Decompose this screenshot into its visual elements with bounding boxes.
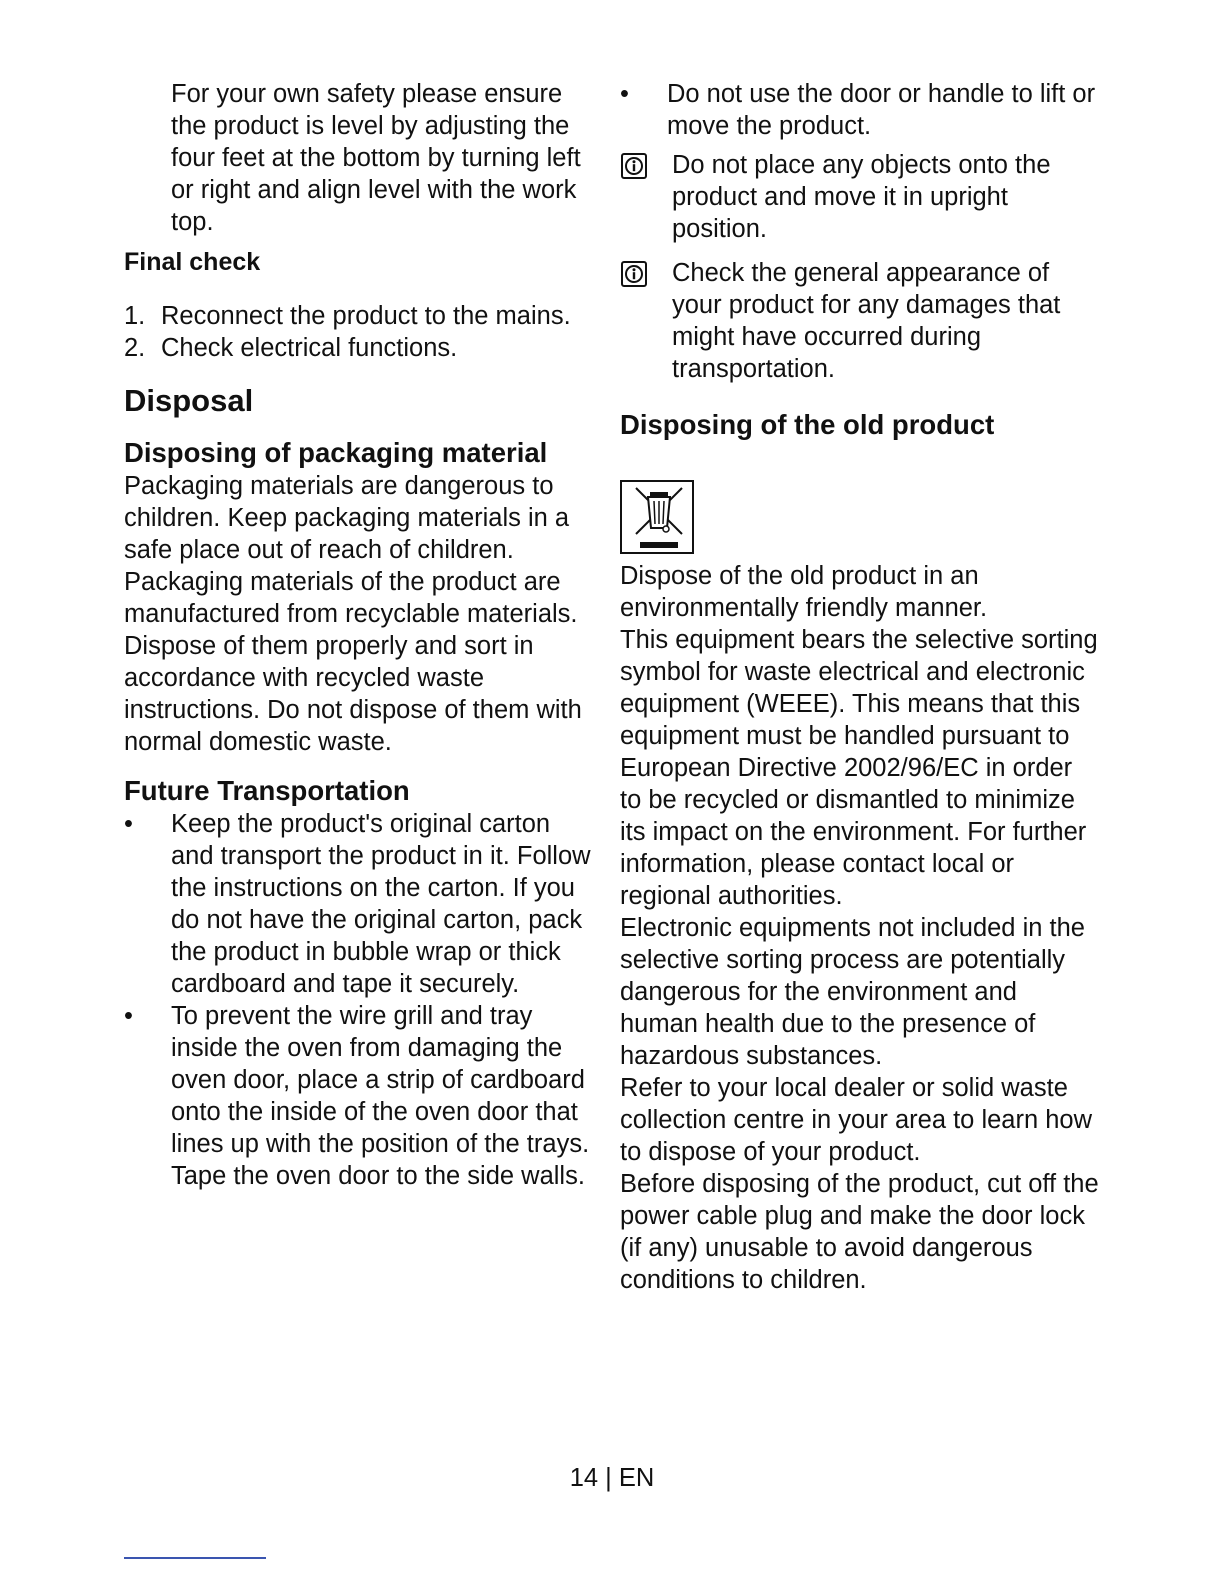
final-check-step bbox=[124, 300, 594, 332]
step-number: 2. bbox=[124, 334, 146, 362]
info-icon bbox=[621, 261, 647, 287]
bullet-icon: • bbox=[124, 810, 133, 838]
transport-bullet-list bbox=[124, 808, 594, 1192]
old-product-paragraph: This equipment bears the selective sorting symbol for waste electrical and electronic equipment (WEEE). This means that this equipment must be handled pursuant to European Directive 2002/96/EC in order to be recycled or dismantled to minimize its impact on the environment. For further information, please contact local or regional authorities. bbox=[620, 626, 1098, 910]
old-product-paragraph: Dispose of the old product in an environmentally friendly manner. bbox=[620, 562, 988, 622]
right-column bbox=[620, 78, 1100, 1296]
info-note-text: Do not place any objects onto the product and move it in upright position. bbox=[672, 151, 1051, 243]
packaging-paragraph: Packaging materials are dangerous to children. Keep packaging materials in a safe place out of reach of children. Packaging materials of the product are manufactured from recyclable materials. Dispose of them properly and sort in accordance with recycled waste instructions. Do not dispose of them with normal domestic waste. bbox=[124, 472, 582, 756]
handling-bullet bbox=[620, 78, 1100, 142]
transport-bullet-text: To prevent the wire grill and tray inside the oven from damaging the oven door, place a strip of cardboard onto the inside of the oven door that lines up with the position of the trays. Tape the oven door to the side walls. bbox=[171, 1002, 590, 1190]
info-icon bbox=[621, 153, 647, 179]
bullet-icon: • bbox=[620, 80, 629, 108]
transport-bullet bbox=[124, 1000, 594, 1192]
info-note-text: Check the general appearance of your product for any damages that might have occurred during transportation. bbox=[672, 259, 1061, 383]
old-product-paragraph: Before disposing of the product, cut off the power cable plug and make the door lock (if any) unusable to avoid dangerous conditions to children. bbox=[620, 1170, 1099, 1294]
left-column bbox=[124, 78, 594, 1192]
final-check-list bbox=[124, 300, 594, 364]
final-check-step bbox=[124, 332, 594, 364]
final-check-heading: Final check bbox=[124, 248, 261, 276]
old-product-paragraph: Electronic equipments not included in the selective sorting process are potentially dangerous for the environment and human health due to the presence of hazardous substances. bbox=[620, 914, 1085, 1070]
weee-crossed-bin-icon bbox=[620, 480, 694, 554]
step-text: Check electrical functions. bbox=[161, 334, 458, 362]
old-product-heading: Disposing of the old product bbox=[620, 409, 995, 440]
transport-bullet bbox=[124, 808, 594, 1000]
step-number: 1. bbox=[124, 302, 146, 330]
bottom-rule bbox=[124, 1557, 266, 1559]
step-text: Reconnect the product to the mains. bbox=[161, 302, 571, 330]
handling-bullet-text: Do not use the door or handle to lift or move the product. bbox=[667, 80, 1096, 140]
disposal-heading: Disposal bbox=[124, 383, 254, 418]
leveling-paragraph: For your own safety please ensure the product is level by adjusting the four feet at the bottom by turning left or right and align level with the work top. bbox=[171, 80, 581, 236]
old-product-paragraph: Refer to your local dealer or solid waste collection centre in your area to learn how to dispose of your product. bbox=[620, 1074, 1093, 1166]
packaging-heading: Disposing of packaging material bbox=[124, 437, 548, 468]
info-note bbox=[620, 257, 1100, 385]
page-number: 14 | EN bbox=[569, 1464, 655, 1492]
info-note bbox=[620, 149, 1100, 245]
future-transportation-heading: Future Transportation bbox=[124, 775, 410, 806]
old-product-text bbox=[620, 560, 1100, 1296]
transport-bullet-text: Keep the product's original carton and transport the product in it. Follow the instructions on the carton. If you do not have the original carton, pack the product in bubble wrap or thick cardboard and tape it securely. bbox=[171, 810, 591, 998]
bullet-icon: • bbox=[124, 1002, 133, 1030]
handling-bullet-list bbox=[620, 78, 1100, 142]
